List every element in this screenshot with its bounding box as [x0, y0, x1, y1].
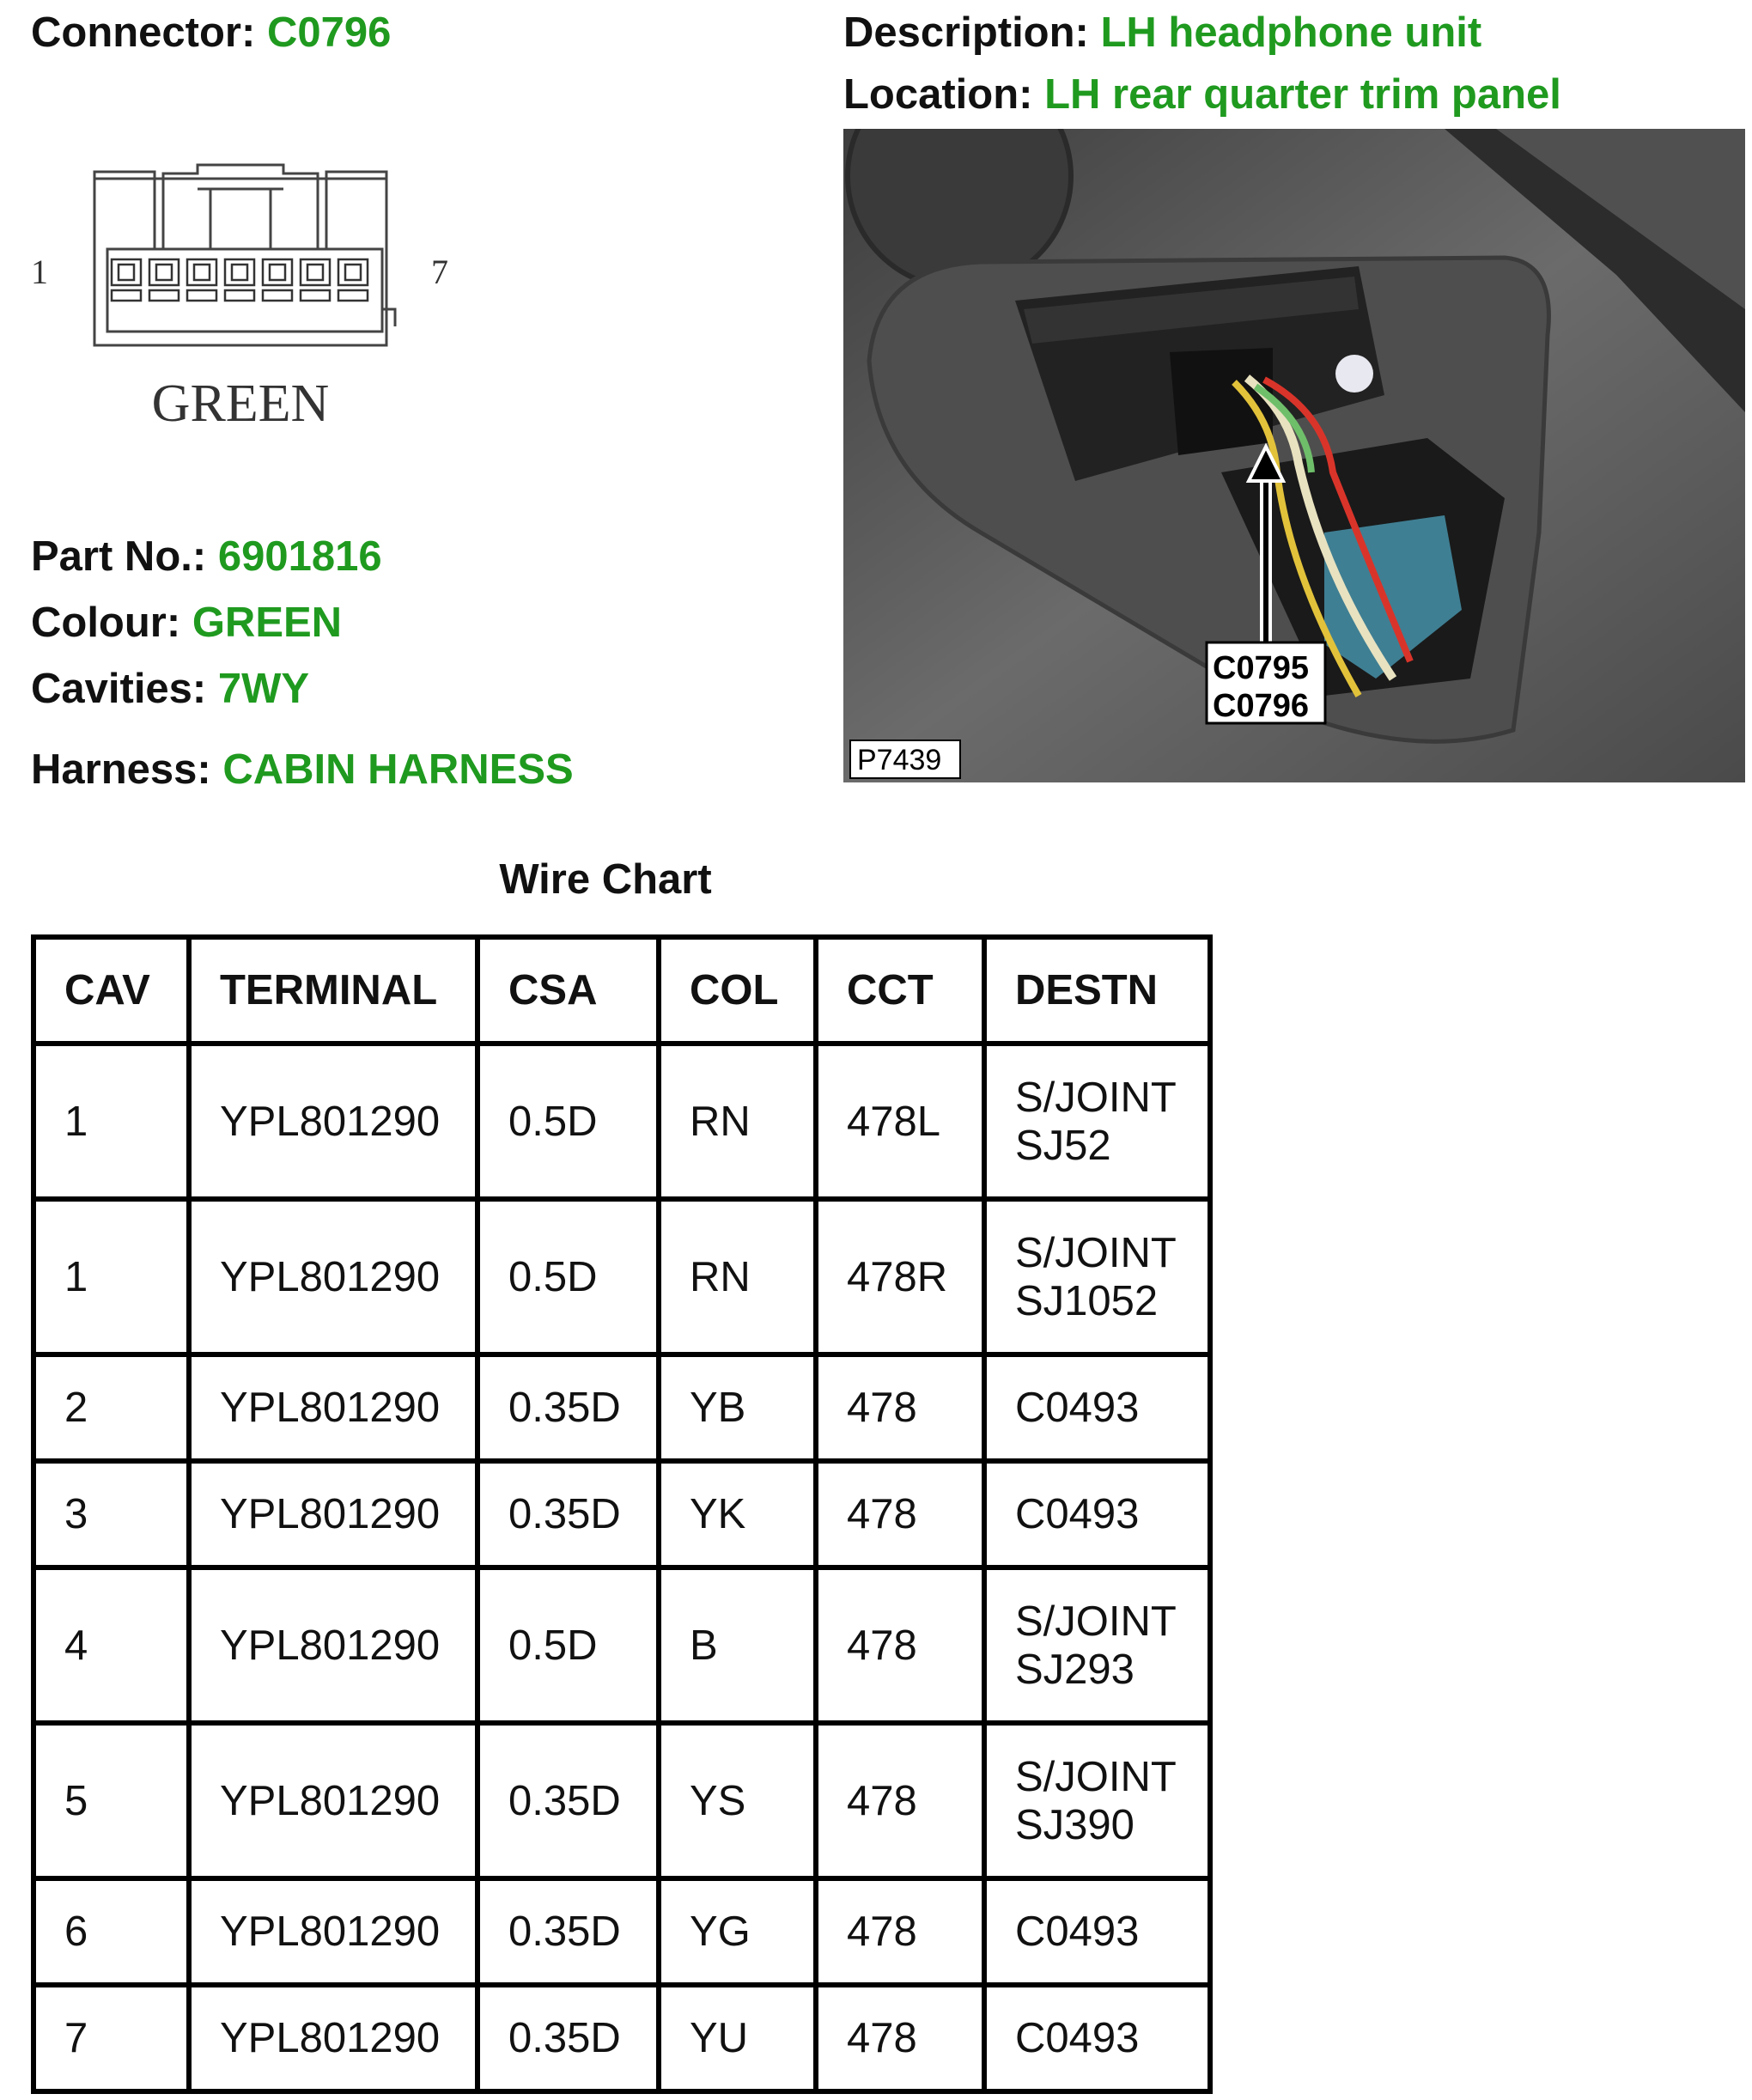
cell-cct: 478R [816, 1199, 984, 1354]
wire-chart-table [31, 934, 1213, 2094]
cell-cct: 478 [816, 1723, 984, 1878]
cell-col: B [659, 1567, 816, 1723]
wire-chart-title: Wire Chart [499, 856, 712, 903]
cavities-line [31, 665, 309, 713]
cell-col: YS [659, 1723, 816, 1878]
part-no-value: 6901816 [217, 533, 382, 580]
cell-cct: 478 [816, 1461, 984, 1567]
table-row [33, 1985, 1210, 2091]
destn-line-2: SJ390 [1015, 1801, 1135, 1848]
header-cav: CAV [33, 937, 189, 1044]
cell-terminal: YPL801290 [189, 1354, 478, 1461]
cell-cav: 2 [33, 1354, 189, 1461]
cell-destn [984, 1723, 1210, 1878]
part-no-line [31, 533, 382, 581]
pin-1-label: 1 [31, 253, 48, 291]
header-csa: CSA [478, 937, 659, 1044]
cell-col: RN [659, 1199, 816, 1354]
cavities-label: Cavities: [31, 666, 207, 712]
location-photo [843, 129, 1745, 782]
cell-csa: 0.5D [478, 1567, 659, 1723]
photo-callout-c0796: C0796 [1213, 688, 1309, 724]
destn-line-2: SJ1052 [1015, 1277, 1159, 1324]
cell-destn: C0493 [984, 1985, 1210, 2091]
cell-terminal: YPL801290 [189, 1044, 478, 1199]
cell-csa: 0.35D [478, 1878, 659, 1985]
cell-cav: 1 [33, 1044, 189, 1199]
cell-col: RN [659, 1044, 816, 1199]
cell-destn: C0493 [984, 1354, 1210, 1461]
cell-col: YU [659, 1985, 816, 2091]
header-destn: DESTN [984, 937, 1210, 1044]
destn-line-1: S/JOINT [1015, 1598, 1177, 1645]
table-row [33, 1723, 1210, 1878]
harness-value: CABIN HARNESS [222, 746, 574, 793]
harness-line [31, 746, 574, 794]
cell-csa: 0.5D [478, 1199, 659, 1354]
location-line [843, 70, 1561, 119]
description-line [843, 9, 1481, 57]
cell-cct: 478L [816, 1044, 984, 1199]
table-row [33, 1567, 1210, 1723]
location-label: Location: [843, 71, 1033, 118]
cell-cct: 478 [816, 1878, 984, 1985]
table-row [33, 1354, 1210, 1461]
colour-label: Colour: [31, 600, 181, 646]
cell-cav: 4 [33, 1567, 189, 1723]
location-value: LH rear quarter trim panel [1044, 71, 1561, 118]
connector-value: C0796 [266, 9, 392, 56]
connector-label: Connector: [31, 9, 256, 56]
header-col: COL [659, 937, 816, 1044]
header-terminal: TERMINAL [189, 937, 478, 1044]
table-row [33, 1878, 1210, 1985]
cell-cav: 1 [33, 1199, 189, 1354]
connector-face-diagram [26, 155, 472, 447]
cell-terminal: YPL801290 [189, 1878, 478, 1985]
cell-destn: C0493 [984, 1461, 1210, 1567]
photo-ref: P7439 [857, 744, 942, 776]
cell-cav: 6 [33, 1878, 189, 1985]
cell-destn [984, 1567, 1210, 1723]
cavities-value: 7WY [217, 666, 310, 712]
cell-destn [984, 1044, 1210, 1199]
destn-line-2: SJ52 [1015, 1122, 1111, 1169]
table-row [33, 1199, 1210, 1354]
description-value: LH headphone unit [1100, 9, 1482, 56]
header-cct: CCT [816, 937, 984, 1044]
cell-cav: 7 [33, 1985, 189, 2091]
connector-line [31, 9, 391, 57]
table-row [33, 1044, 1210, 1199]
cell-cct: 478 [816, 1354, 984, 1461]
table-row [33, 1461, 1210, 1567]
cell-terminal: YPL801290 [189, 1723, 478, 1878]
cell-destn [984, 1199, 1210, 1354]
colour-line [31, 599, 342, 647]
cell-csa: 0.35D [478, 1985, 659, 2091]
cell-csa: 0.35D [478, 1354, 659, 1461]
destn-line-1: S/JOINT [1015, 1229, 1177, 1276]
cell-cav: 5 [33, 1723, 189, 1878]
cell-col: YG [659, 1878, 816, 1985]
part-no-label: Part No.: [31, 533, 207, 580]
cell-col: YK [659, 1461, 816, 1567]
destn-line-1: S/JOINT [1015, 1074, 1177, 1121]
destn-line-1: S/JOINT [1015, 1753, 1177, 1800]
cell-terminal: YPL801290 [189, 1985, 478, 2091]
cell-terminal: YPL801290 [189, 1199, 478, 1354]
harness-label: Harness: [31, 746, 211, 793]
destn-line-2: SJ293 [1015, 1646, 1135, 1693]
diagram-colour-label: GREEN [151, 374, 330, 433]
cell-terminal: YPL801290 [189, 1461, 478, 1567]
cell-csa: 0.5D [478, 1044, 659, 1199]
cell-csa: 0.35D [478, 1723, 659, 1878]
cell-cav: 3 [33, 1461, 189, 1567]
wire-chart-header-row [33, 937, 1210, 1044]
cell-csa: 0.35D [478, 1461, 659, 1567]
cell-cct: 478 [816, 1985, 984, 2091]
cell-col: YB [659, 1354, 816, 1461]
cell-cct: 478 [816, 1567, 984, 1723]
photo-callout-c0795: C0795 [1213, 650, 1309, 686]
description-label: Description: [843, 9, 1089, 56]
pin-7-label: 7 [431, 253, 448, 291]
cell-terminal: YPL801290 [189, 1567, 478, 1723]
cell-destn: C0493 [984, 1878, 1210, 1985]
colour-value: GREEN [192, 600, 343, 646]
